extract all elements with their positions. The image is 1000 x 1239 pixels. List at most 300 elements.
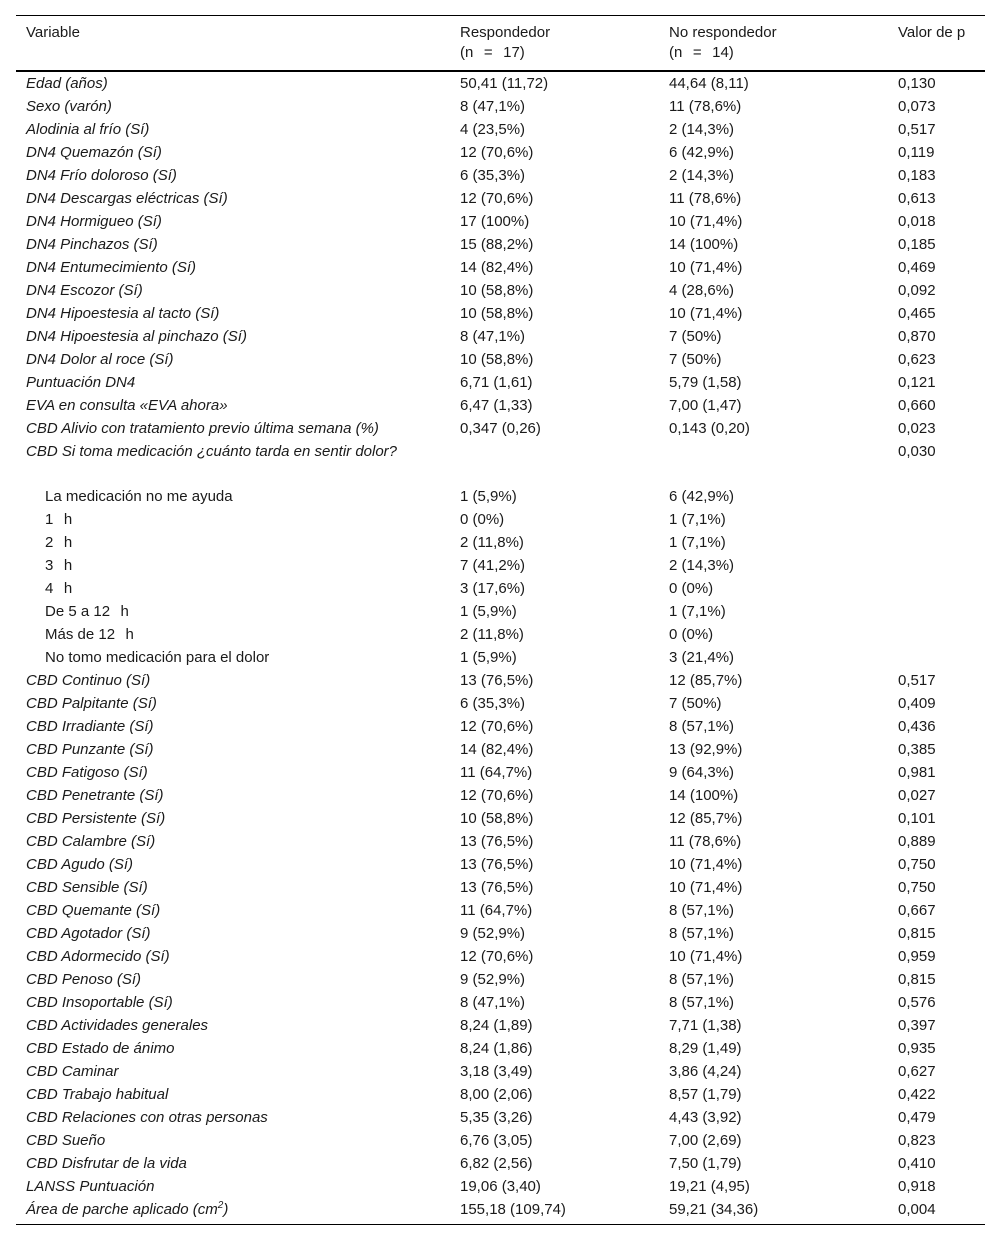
responder-value: 14 (82,4%): [460, 259, 534, 276]
responder-value: 12 (70,6%): [460, 948, 534, 965]
variable-label: CBD Calambre (Sí): [26, 833, 156, 850]
variable-label: CBD Continuo (Sí): [26, 672, 151, 689]
table-row: [16, 761, 985, 784]
p-value: 0,465: [898, 305, 936, 322]
variable-cell: [16, 118, 450, 141]
variable-cell: [16, 485, 450, 508]
responder-value: 3,18 (3,49): [460, 1063, 533, 1080]
variable-label: CBD Adormecido (Sí): [26, 948, 170, 965]
p-value: 0,385: [898, 741, 936, 758]
table-row: [16, 600, 985, 623]
p-value: 0,959: [898, 948, 936, 965]
responder-value: 3 (17,6%): [460, 580, 526, 597]
responder-value: 6,76 (3,05): [460, 1132, 533, 1149]
table-row: [16, 508, 985, 531]
responder-value: 17 (100%): [460, 213, 530, 230]
variable-cell: [16, 1014, 450, 1037]
variable-label: CBD Agotador (Sí): [26, 925, 151, 942]
variable-cell: [16, 210, 450, 233]
responder-value: 7 (41,2%): [460, 557, 526, 574]
nonresponder-value: 10 (71,4%): [669, 856, 743, 873]
p-value: 0,889: [898, 833, 936, 850]
table-row: [16, 738, 985, 761]
variable-label: CBD Alivio con tratamiento previo última semana (%): [26, 420, 379, 437]
variable-cell: [16, 554, 450, 577]
table-row: [16, 394, 985, 417]
variable-label: DN4 Hipoestesia al tacto (Sí): [26, 305, 220, 322]
variable-label: CBD Actividades generales: [26, 1017, 209, 1034]
table-row: [16, 371, 985, 394]
variable-label: CBD Insoportable (Sí): [26, 994, 173, 1011]
p-value: 0,130: [898, 75, 936, 92]
nonresponder-value: 1 (7,1%): [669, 511, 726, 528]
table-row: [16, 577, 985, 600]
variable-label: CBD Persistente (Sí): [26, 810, 166, 827]
nonresponder-value: 4 (28,6%): [669, 282, 735, 299]
nonresponder-value: 7,71 (1,38): [669, 1017, 742, 1034]
variable-label: CBD Penetrante (Sí): [26, 787, 164, 804]
variable-cell: [16, 1175, 450, 1198]
variable-cell: [16, 440, 450, 485]
results-table-container: [16, 15, 985, 1225]
nonresponder-value: 19,21 (4,95): [669, 1178, 750, 1195]
table-row: [16, 853, 985, 876]
responder-value: 8 (47,1%): [460, 98, 526, 115]
responder-value: 8 (47,1%): [460, 328, 526, 345]
nonresponder-value: 3 (21,4%): [669, 649, 735, 666]
variable-cell: [16, 1129, 450, 1152]
responder-value: 2 (11,8%): [460, 626, 524, 643]
responder-value: 8 (47,1%): [460, 994, 526, 1011]
variable-cell: [16, 945, 450, 968]
table-body: [16, 71, 985, 1225]
variable-label: DN4 Entumecimiento (Sí): [26, 259, 197, 276]
variable-label: DN4 Hipoestesia al pinchazo (Sí): [26, 328, 247, 345]
responder-value: 13 (76,5%): [460, 833, 534, 850]
p-value: [888, 485, 985, 508]
responder-value: 1 (5,9%): [460, 603, 517, 620]
variable-label: 2 h: [45, 534, 73, 551]
variable-cell: [16, 187, 450, 210]
table-row: [16, 1060, 985, 1083]
variable-label: CBD Agudo (Sí): [26, 856, 133, 873]
header-pvalue: Valor de p: [898, 24, 966, 41]
table-row: [16, 807, 985, 830]
responder-value: 50,41 (11,72): [460, 75, 549, 92]
p-value: [888, 508, 985, 531]
table-row: [16, 417, 985, 440]
nonresponder-value: 7 (50%): [669, 695, 722, 712]
variable-cell: [16, 623, 450, 646]
p-value: 0,422: [898, 1086, 936, 1103]
variable-label: CBD Si toma medicación ¿cuánto tarda en sentir dolor?: [26, 443, 398, 460]
nonresponder-value: 8,29 (1,49): [669, 1040, 742, 1057]
responder-value: 4 (23,5%): [460, 121, 526, 138]
table-row: [16, 991, 985, 1014]
responder-value: 10 (58,8%): [460, 305, 534, 322]
p-value: [888, 554, 985, 577]
variable-cell: [16, 692, 450, 715]
p-value: 0,517: [898, 672, 936, 689]
variable-label: CBD Sensible (Sí): [26, 879, 148, 896]
variable-label: CBD Palpitante (Sí): [26, 695, 157, 712]
variable-label: Puntuación DN4: [26, 374, 136, 391]
table-row: [16, 784, 985, 807]
table-row: [16, 922, 985, 945]
p-value: [888, 531, 985, 554]
nonresponder-value: 7 (50%): [669, 328, 722, 345]
table-header: [16, 16, 985, 72]
variable-cell: [16, 968, 450, 991]
variable-label: DN4 Pinchazos (Sí): [26, 236, 158, 253]
nonresponder-value: 10 (71,4%): [669, 259, 743, 276]
p-value: 0,627: [898, 1063, 936, 1080]
variable-label: DN4 Frío doloroso (Sí): [26, 167, 177, 184]
nonresponder-value: 10 (71,4%): [669, 879, 743, 896]
header-variable: Variable: [26, 24, 80, 41]
nonresponder-value: 8 (57,1%): [669, 925, 735, 942]
responder-value: 8,24 (1,89): [460, 1017, 533, 1034]
variable-label: CBD Relaciones con otras personas: [26, 1109, 268, 1126]
variable-cell: [16, 1106, 450, 1129]
nonresponder-value: 3,86 (4,24): [669, 1063, 742, 1080]
variable-label: Sexo (varón): [26, 98, 112, 115]
nonresponder-value: 8 (57,1%): [669, 971, 735, 988]
p-value: 0,030: [898, 443, 936, 460]
table-row: [16, 876, 985, 899]
nonresponder-value: 8,57 (1,79): [669, 1086, 742, 1103]
nonresponder-value: 2 (14,3%): [669, 557, 735, 574]
p-value: 0,815: [898, 971, 936, 988]
header-responder-n: (n = 17): [460, 44, 525, 61]
variable-cell: [16, 876, 450, 899]
responder-value: 11 (64,7%): [460, 902, 533, 919]
responder-value: 5,35 (3,26): [460, 1109, 533, 1126]
table-row: [16, 669, 985, 692]
header-nonresponder: [659, 16, 888, 72]
responder-value: 10 (58,8%): [460, 351, 534, 368]
p-value: 0,750: [898, 879, 936, 896]
table-row: [16, 623, 985, 646]
variable-label: Alodinia al frío (Sí): [26, 121, 150, 138]
responder-value: 8,24 (1,86): [460, 1040, 533, 1057]
variable-cell: [16, 233, 450, 256]
variable-cell: [16, 394, 450, 417]
variable-cell: [16, 899, 450, 922]
nonresponder-value: 10 (71,4%): [669, 305, 743, 322]
variable-label-end: ): [223, 1201, 229, 1218]
table-row: [16, 968, 985, 991]
variable-cell: [16, 417, 450, 440]
responder-value: 12 (70,6%): [460, 144, 534, 161]
nonresponder-value: 1 (7,1%): [669, 534, 726, 551]
responder-value: 1 (5,9%): [460, 488, 517, 505]
nonresponder-value: 1 (7,1%): [669, 603, 726, 620]
header-responder: [450, 16, 659, 72]
p-value: 0,750: [898, 856, 936, 873]
nonresponder-value: 6 (42,9%): [669, 488, 735, 505]
variable-cell: [16, 302, 450, 325]
variable-label: CBD Quemante (Sí): [26, 902, 161, 919]
header-nonresponder-label: No respondedor: [669, 24, 777, 41]
table-row: [16, 1129, 985, 1152]
responder-value: 6 (35,3%): [460, 167, 526, 184]
header-nonresponder-n: (n = 14): [669, 44, 734, 61]
table-row: [16, 554, 985, 577]
variable-cell: [16, 761, 450, 784]
p-value: 0,935: [898, 1040, 936, 1057]
table-row: [16, 1175, 985, 1198]
table-row: [16, 348, 985, 371]
variable-cell: [16, 71, 450, 95]
p-value: 0,027: [898, 787, 936, 804]
responder-value: 13 (76,5%): [460, 672, 534, 689]
responder-value: 10 (58,8%): [460, 810, 534, 827]
responder-value: 0,347 (0,26): [460, 420, 541, 437]
variable-cell: [16, 646, 450, 669]
table-row: [16, 118, 985, 141]
table-row: [16, 302, 985, 325]
p-value: 0,121: [898, 374, 936, 391]
variable-cell: [16, 715, 450, 738]
table-row: [16, 1014, 985, 1037]
responder-value: 1 (5,9%): [460, 649, 517, 666]
nonresponder-value: 8 (57,1%): [669, 902, 735, 919]
nonresponder-value: 14 (100%): [669, 236, 739, 253]
variable-label: CBD Caminar: [26, 1063, 119, 1080]
variable-cell: [16, 325, 450, 348]
variable-cell: [16, 830, 450, 853]
nonresponder-value: 4,43 (3,92): [669, 1109, 742, 1126]
p-value: 0,918: [898, 1178, 936, 1195]
responder-value: 9 (52,9%): [460, 971, 526, 988]
table-row: [16, 164, 985, 187]
p-value: 0,660: [898, 397, 936, 414]
variable-label: DN4 Hormigueo (Sí): [26, 213, 162, 230]
variable-label: DN4 Descargas eléctricas (Sí): [26, 190, 228, 207]
nonresponder-value: 0,143 (0,20): [669, 420, 750, 437]
p-value: 0,023: [898, 420, 936, 437]
nonresponder-value: 10 (71,4%): [669, 948, 743, 965]
nonresponder-value: 6 (42,9%): [669, 144, 735, 161]
table-row: [16, 233, 985, 256]
nonresponder-value: 8 (57,1%): [669, 718, 735, 735]
table-row: [16, 830, 985, 853]
table-row: [16, 1106, 985, 1129]
p-value: 0,981: [898, 764, 936, 781]
variable-label: LANSS Puntuación: [26, 1178, 155, 1195]
table-row: [16, 1152, 985, 1175]
p-value: 0,397: [898, 1017, 936, 1034]
header-row: [16, 16, 985, 72]
responder-value: 13 (76,5%): [460, 879, 534, 896]
table-row: [16, 279, 985, 302]
table-row: [16, 899, 985, 922]
nonresponder-value: 14 (100%): [669, 787, 739, 804]
p-value: 0,613: [898, 190, 936, 207]
nonresponder-value: 10 (71,4%): [669, 213, 743, 230]
responder-value: 14 (82,4%): [460, 741, 534, 758]
responder-value: 8,00 (2,06): [460, 1086, 533, 1103]
responder-value: 11 (64,7%): [460, 764, 533, 781]
p-value: 0,479: [898, 1109, 936, 1126]
variable-cell: [16, 1198, 450, 1225]
p-value: 0,185: [898, 236, 936, 253]
comparison-table: [16, 15, 985, 1225]
variable-cell: [16, 738, 450, 761]
variable-label: DN4 Dolor al roce (Sí): [26, 351, 174, 368]
variable-label: 4 h: [45, 580, 73, 597]
responder-value: 0 (0%): [460, 511, 505, 528]
responder-value: 6,71 (1,61): [460, 374, 533, 391]
table-row: [16, 1083, 985, 1106]
table-row: [16, 187, 985, 210]
nonresponder-value: 7 (50%): [669, 351, 722, 368]
variable-label: CBD Sueño: [26, 1132, 106, 1149]
variable-label: CBD Disfrutar de la vida: [26, 1155, 187, 1172]
variable-cell: [16, 1152, 450, 1175]
nonresponder-value: 11 (78,6%): [669, 833, 742, 850]
p-value: [888, 577, 985, 600]
table-row: [16, 141, 985, 164]
variable-cell: [16, 807, 450, 830]
p-value: [888, 600, 985, 623]
variable-cell: [16, 164, 450, 187]
responder-value: 13 (76,5%): [460, 856, 534, 873]
table-row: [16, 95, 985, 118]
responder-value: 12 (70,6%): [460, 190, 534, 207]
variable-label: CBD Estado de ánimo: [26, 1040, 175, 1057]
variable-cell: [16, 531, 450, 554]
variable-label: DN4 Escozor (Sí): [26, 282, 143, 299]
variable-cell: [16, 922, 450, 945]
variable-cell: [16, 1060, 450, 1083]
variable-label: CBD Penoso (Sí): [26, 971, 142, 988]
p-value: [888, 646, 985, 669]
nonresponder-value: 11 (78,6%): [669, 98, 742, 115]
table-row: [16, 440, 985, 485]
variable-cell: [16, 508, 450, 531]
nonresponder-value: 0 (0%): [669, 580, 714, 597]
nonresponder-value: 13 (92,9%): [669, 741, 743, 758]
p-value: 0,517: [898, 121, 936, 138]
variable-label: 1 h: [45, 511, 73, 528]
variable-label: CBD Fatigoso (Sí): [26, 764, 148, 781]
variable-label: Más de 12 h: [45, 626, 134, 643]
variable-label: La medicación no me ayuda: [45, 488, 233, 505]
responder-value: 6 (35,3%): [460, 695, 526, 712]
responder-value: 6,47 (1,33): [460, 397, 533, 414]
variable-cell: [16, 371, 450, 394]
nonresponder-value: [659, 440, 888, 485]
nonresponder-value: 11 (78,6%): [669, 190, 742, 207]
variable-label: CBD Punzante (Sí): [26, 741, 154, 758]
p-value: 0,410: [898, 1155, 936, 1172]
table-row: [16, 1198, 985, 1225]
responder-value: 10 (58,8%): [460, 282, 534, 299]
table-row: [16, 485, 985, 508]
variable-label: DN4 Quemazón (Sí): [26, 144, 162, 161]
table-row: [16, 531, 985, 554]
p-value: 0,667: [898, 902, 936, 919]
variable-cell: [16, 600, 450, 623]
p-value: 0,409: [898, 695, 936, 712]
responder-value: 19,06 (3,40): [460, 1178, 541, 1195]
table-row: [16, 646, 985, 669]
responder-value: 6,82 (2,56): [460, 1155, 533, 1172]
nonresponder-value: 12 (85,7%): [669, 672, 743, 689]
variable-cell: [16, 1083, 450, 1106]
table-row: [16, 1037, 985, 1060]
header-responder-label: Respondedor: [460, 24, 551, 41]
nonresponder-value: 7,50 (1,79): [669, 1155, 742, 1172]
variable-cell: [16, 348, 450, 371]
p-value: 0,823: [898, 1132, 936, 1149]
responder-value: 155,18 (109,74): [460, 1201, 566, 1218]
variable-cell: [16, 141, 450, 164]
responder-value: 9 (52,9%): [460, 925, 526, 942]
p-value: [888, 623, 985, 646]
p-value: 0,436: [898, 718, 936, 735]
nonresponder-value: 8 (57,1%): [669, 994, 735, 1011]
nonresponder-value: 7,00 (1,47): [669, 397, 742, 414]
p-value: 0,073: [898, 98, 936, 115]
variable-label: No tomo medicación para el dolor: [45, 649, 270, 666]
nonresponder-value: 7,00 (2,69): [669, 1132, 742, 1149]
variable-label: Área de parche aplicado (cm: [26, 1201, 218, 1218]
responder-value: 15 (88,2%): [460, 236, 534, 253]
p-value: 0,101: [898, 810, 936, 827]
variable-cell: [16, 669, 450, 692]
table-row: [16, 256, 985, 279]
nonresponder-value: 59,21 (34,36): [669, 1201, 759, 1218]
p-value: 0,018: [898, 213, 936, 230]
table-row: [16, 325, 985, 348]
variable-label: 3 h: [45, 557, 73, 574]
variable-cell: [16, 784, 450, 807]
responder-value: 12 (70,6%): [460, 718, 534, 735]
responder-value: 2 (11,8%): [460, 534, 524, 551]
table-row: [16, 210, 985, 233]
nonresponder-value: 5,79 (1,58): [669, 374, 742, 391]
variable-label: CBD Trabajo habitual: [26, 1086, 169, 1103]
responder-value: 12 (70,6%): [460, 787, 534, 804]
p-value: 0,870: [898, 328, 936, 345]
nonresponder-value: 12 (85,7%): [669, 810, 743, 827]
nonresponder-value: 0 (0%): [669, 626, 714, 643]
variable-cell: [16, 279, 450, 302]
table-row: [16, 71, 985, 95]
table-row: [16, 692, 985, 715]
variable-label: CBD Irradiante (Sí): [26, 718, 154, 735]
variable-label: De 5 a 12 h: [45, 603, 129, 620]
nonresponder-value: 44,64 (8,11): [669, 75, 749, 92]
p-value: 0,092: [898, 282, 936, 299]
variable-cell: [16, 256, 450, 279]
p-value: 0,119: [898, 144, 935, 161]
variable-label: EVA en consulta «EVA ahora»: [26, 397, 228, 414]
p-value: 0,183: [898, 167, 936, 184]
p-value: 0,815: [898, 925, 936, 942]
variable-superscript: 2: [217, 1200, 224, 1211]
p-value: 0,623: [898, 351, 936, 368]
variable-cell: [16, 95, 450, 118]
responder-value: [450, 440, 659, 485]
table-row: [16, 715, 985, 738]
nonresponder-value: 9 (64,3%): [669, 764, 735, 781]
variable-label: Edad (años): [26, 75, 108, 92]
nonresponder-value: 2 (14,3%): [669, 121, 735, 138]
